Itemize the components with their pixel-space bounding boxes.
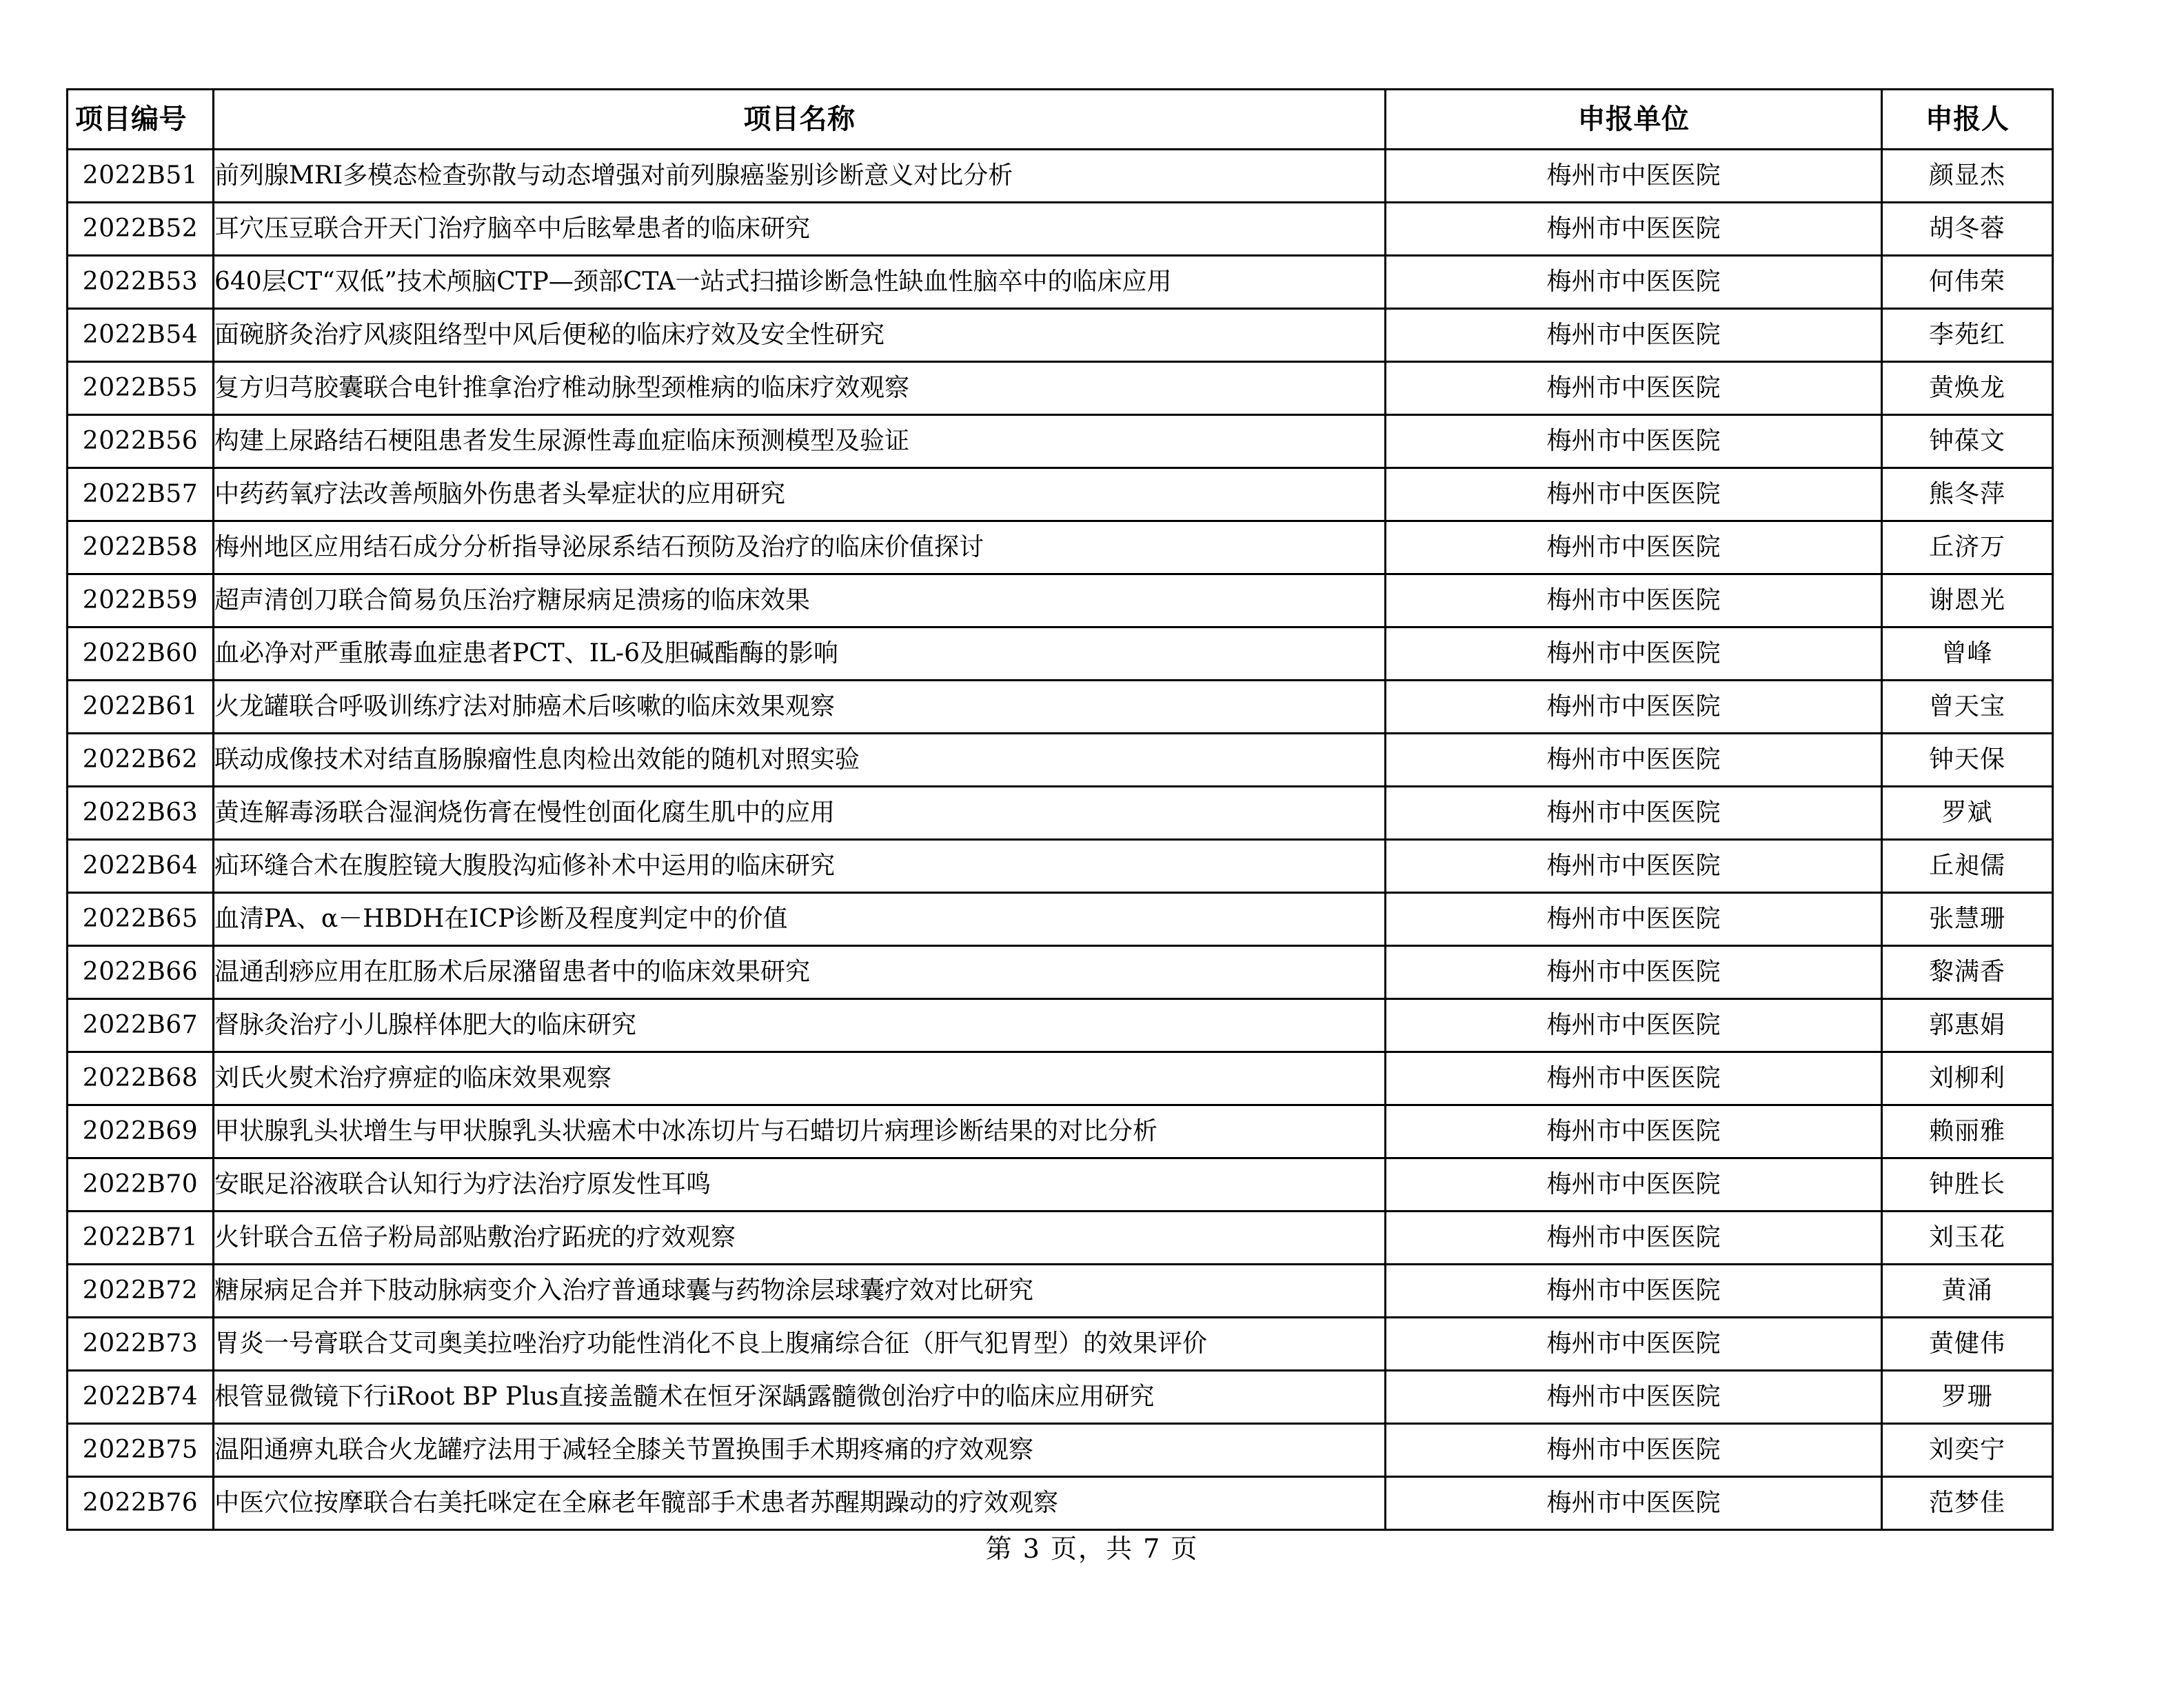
cell-project-id: 2022B63 — [68, 787, 214, 840]
cell-applicant-unit: 梅州市中医医院 — [1386, 1424, 1882, 1477]
cell-project-id: 2022B57 — [68, 468, 214, 521]
table-row — [68, 203, 2053, 256]
table-row — [68, 150, 2053, 203]
cell-project-name: 血必净对严重脓毒血症患者PCT、IL-6及胆碱酯酶的影响 — [214, 627, 1386, 681]
table-row — [68, 521, 2053, 574]
cell-applicant-person: 黎满香 — [1882, 946, 2053, 999]
cell-applicant-person: 刘玉花 — [1882, 1212, 2053, 1265]
cell-project-name: 前列腺MRI多模态检查弥散与动态增强对前列腺癌鉴别诊断意义对比分析 — [214, 150, 1386, 203]
cell-project-name: 督脉灸治疗小儿腺样体肥大的临床研究 — [214, 999, 1386, 1052]
cell-applicant-person: 郭惠娟 — [1882, 999, 2053, 1052]
cell-applicant-person: 胡冬蓉 — [1882, 203, 2053, 256]
cell-applicant-person: 赖丽雅 — [1882, 1105, 2053, 1158]
column-header-project-name: 项目名称 — [214, 90, 1386, 150]
cell-applicant-unit: 梅州市中医医院 — [1386, 256, 1882, 309]
cell-applicant-unit: 梅州市中医医院 — [1386, 681, 1882, 734]
cell-applicant-unit: 梅州市中医医院 — [1386, 1212, 1882, 1265]
cell-project-id: 2022B60 — [68, 627, 214, 681]
cell-applicant-person: 丘济万 — [1882, 521, 2053, 574]
cell-project-id: 2022B56 — [68, 415, 214, 468]
cell-applicant-person: 钟葆文 — [1882, 415, 2053, 468]
cell-project-name: 温通刮痧应用在肛肠术后尿潴留患者中的临床效果研究 — [214, 946, 1386, 999]
table-row — [68, 840, 2053, 893]
cell-project-name: 刘氏火熨术治疗痹症的临床效果观察 — [214, 1052, 1386, 1105]
cell-applicant-person: 丘昶儒 — [1882, 840, 2053, 893]
table-row — [68, 1424, 2053, 1477]
table-row — [68, 574, 2053, 627]
cell-project-name: 甲状腺乳头状增生与甲状腺乳头状癌术中冰冻切片与石蜡切片病理诊断结果的对比分析 — [214, 1105, 1386, 1158]
page-footer — [0, 1527, 2184, 1565]
cell-project-name: 中药药氧疗法改善颅脑外伤患者头晕症状的应用研究 — [214, 468, 1386, 521]
cell-applicant-person: 李苑红 — [1882, 309, 2053, 362]
table-row — [68, 1477, 2053, 1530]
cell-project-name: 血清PA、α－HBDH在ICP诊断及程度判定中的价值 — [214, 893, 1386, 946]
column-header-applicant-person: 申报人 — [1882, 90, 2053, 150]
table-row — [68, 1212, 2053, 1265]
cell-applicant-unit: 梅州市中医医院 — [1386, 787, 1882, 840]
table-row — [68, 946, 2053, 999]
cell-applicant-person: 谢恩光 — [1882, 574, 2053, 627]
cell-applicant-unit: 梅州市中医医院 — [1386, 468, 1882, 521]
cell-project-name: 640层CT“双低”技术颅脑CTP—颈部CTA一站式扫描诊断急性缺血性脑卒中的临床应用 — [214, 256, 1386, 309]
table-row — [68, 309, 2053, 362]
cell-project-name: 火针联合五倍子粉局部贴敷治疗跖疣的疗效观察 — [214, 1212, 1386, 1265]
cell-project-name: 温阳通痹丸联合火龙罐疗法用于减轻全膝关节置换围手术期疼痛的疗效观察 — [214, 1424, 1386, 1477]
cell-project-id: 2022B58 — [68, 521, 214, 574]
cell-applicant-person: 范梦佳 — [1882, 1477, 2053, 1530]
table-row — [68, 734, 2053, 787]
cell-project-name: 糖尿病足合并下肢动脉病变介入治疗普通球囊与药物涂层球囊疗效对比研究 — [214, 1265, 1386, 1318]
cell-applicant-unit: 梅州市中医医院 — [1386, 521, 1882, 574]
cell-project-id: 2022B66 — [68, 946, 214, 999]
column-header-applicant-unit: 申报单位 — [1386, 90, 1882, 150]
cell-applicant-unit: 梅州市中医医院 — [1386, 1265, 1882, 1318]
cell-project-id: 2022B59 — [68, 574, 214, 627]
cell-applicant-unit: 梅州市中医医院 — [1386, 893, 1882, 946]
cell-applicant-unit: 梅州市中医医院 — [1386, 840, 1882, 893]
cell-applicant-unit: 梅州市中医医院 — [1386, 415, 1882, 468]
cell-project-name: 黄连解毒汤联合湿润烧伤膏在慢性创面化腐生肌中的应用 — [214, 787, 1386, 840]
table-row — [68, 681, 2053, 734]
cell-project-name: 疝环缝合术在腹腔镜大腹股沟疝修补术中运用的临床研究 — [214, 840, 1386, 893]
cell-applicant-unit: 梅州市中医医院 — [1386, 150, 1882, 203]
table-row — [68, 362, 2053, 415]
table-row — [68, 1105, 2053, 1158]
cell-project-id: 2022B55 — [68, 362, 214, 415]
cell-project-id: 2022B52 — [68, 203, 214, 256]
table-row — [68, 787, 2053, 840]
cell-applicant-unit: 梅州市中医医院 — [1386, 1052, 1882, 1105]
cell-applicant-unit: 梅州市中医医院 — [1386, 627, 1882, 681]
cell-applicant-unit: 梅州市中医医院 — [1386, 1158, 1882, 1212]
cell-applicant-unit: 梅州市中医医院 — [1386, 362, 1882, 415]
cell-project-id: 2022B72 — [68, 1265, 214, 1318]
cell-applicant-unit: 梅州市中医医院 — [1386, 946, 1882, 999]
cell-project-id: 2022B64 — [68, 840, 214, 893]
cell-project-id: 2022B75 — [68, 1424, 214, 1477]
cell-project-id: 2022B54 — [68, 309, 214, 362]
table-row — [68, 1318, 2053, 1371]
table-row — [68, 893, 2053, 946]
cell-project-name: 根管显微镜下行iRoot BP Plus直接盖髓术在恒牙深龋露髓微创治疗中的临床应用研究 — [214, 1371, 1386, 1424]
cell-project-name: 梅州地区应用结石成分分析指导泌尿系结石预防及治疗的临床价值探讨 — [214, 521, 1386, 574]
cell-applicant-person: 张慧珊 — [1882, 893, 2053, 946]
cell-project-id: 2022B76 — [68, 1477, 214, 1530]
cell-applicant-person: 曾峰 — [1882, 627, 2053, 681]
cell-project-name: 复方归芎胶囊联合电针推拿治疗椎动脉型颈椎病的临床疗效观察 — [214, 362, 1386, 415]
cell-applicant-person: 刘奕宁 — [1882, 1424, 2053, 1477]
cell-project-id: 2022B51 — [68, 150, 214, 203]
cell-project-id: 2022B70 — [68, 1158, 214, 1212]
cell-applicant-person: 熊冬萍 — [1882, 468, 2053, 521]
table-header — [68, 90, 2053, 150]
table-row — [68, 415, 2053, 468]
table-row — [68, 256, 2053, 309]
cell-project-name: 胃炎一号膏联合艾司奥美拉唑治疗功能性消化不良上腹痛综合征（肝气犯胃型）的效果评价 — [214, 1318, 1386, 1371]
table-row — [68, 999, 2053, 1052]
cell-project-id: 2022B65 — [68, 893, 214, 946]
cell-project-name: 中医穴位按摩联合右美托咪定在全麻老年髋部手术患者苏醒期躁动的疗效观察 — [214, 1477, 1386, 1530]
cell-applicant-person: 何伟荣 — [1882, 256, 2053, 309]
page-number-label: 第 3 页，共 7 页 — [985, 1534, 1199, 1564]
table-row — [68, 1158, 2053, 1212]
cell-applicant-person: 黄健伟 — [1882, 1318, 2053, 1371]
cell-applicant-person: 钟胜长 — [1882, 1158, 2053, 1212]
table-row — [68, 1265, 2053, 1318]
cell-applicant-unit: 梅州市中医医院 — [1386, 734, 1882, 787]
cell-applicant-person: 钟天保 — [1882, 734, 2053, 787]
cell-applicant-unit: 梅州市中医医院 — [1386, 1477, 1882, 1530]
cell-applicant-unit: 梅州市中医医院 — [1386, 309, 1882, 362]
cell-applicant-person: 曾天宝 — [1882, 681, 2053, 734]
cell-project-id: 2022B71 — [68, 1212, 214, 1265]
table-row — [68, 1052, 2053, 1105]
cell-project-name: 面碗脐灸治疗风痰阻络型中风后便秘的临床疗效及安全性研究 — [214, 309, 1386, 362]
table-row — [68, 627, 2053, 681]
table-body — [68, 150, 2053, 1530]
cell-applicant-unit: 梅州市中医医院 — [1386, 1371, 1882, 1424]
cell-applicant-person: 刘柳利 — [1882, 1052, 2053, 1105]
cell-project-name: 安眠足浴液联合认知行为疗法治疗原发性耳鸣 — [214, 1158, 1386, 1212]
column-header-project-id: 项目编号 — [68, 90, 214, 150]
project-list-table — [66, 88, 2054, 1531]
cell-project-name: 构建上尿路结石梗阻患者发生尿源性毒血症临床预测模型及验证 — [214, 415, 1386, 468]
cell-applicant-unit: 梅州市中医医院 — [1386, 1105, 1882, 1158]
cell-project-id: 2022B62 — [68, 734, 214, 787]
cell-project-id: 2022B67 — [68, 999, 214, 1052]
cell-project-id: 2022B74 — [68, 1371, 214, 1424]
cell-project-id: 2022B61 — [68, 681, 214, 734]
cell-project-id: 2022B68 — [68, 1052, 214, 1105]
cell-applicant-unit: 梅州市中医医院 — [1386, 999, 1882, 1052]
cell-applicant-person: 黄涌 — [1882, 1265, 2053, 1318]
cell-applicant-person: 颜显杰 — [1882, 150, 2053, 203]
cell-project-id: 2022B53 — [68, 256, 214, 309]
cell-applicant-unit: 梅州市中医医院 — [1386, 203, 1882, 256]
cell-applicant-unit: 梅州市中医医院 — [1386, 1318, 1882, 1371]
cell-applicant-person: 罗珊 — [1882, 1371, 2053, 1424]
cell-project-name: 超声清创刀联合简易负压治疗糖尿病足溃疡的临床效果 — [214, 574, 1386, 627]
cell-applicant-unit: 梅州市中医医院 — [1386, 574, 1882, 627]
cell-applicant-person: 罗斌 — [1882, 787, 2053, 840]
cell-project-name: 联动成像技术对结直肠腺瘤性息肉检出效能的随机对照实验 — [214, 734, 1386, 787]
cell-project-id: 2022B73 — [68, 1318, 214, 1371]
table-header-row — [68, 90, 2053, 150]
cell-project-id: 2022B69 — [68, 1105, 214, 1158]
table-row — [68, 1371, 2053, 1424]
cell-project-name: 火龙罐联合呼吸训练疗法对肺癌术后咳嗽的临床效果观察 — [214, 681, 1386, 734]
table-row — [68, 468, 2053, 521]
cell-project-name: 耳穴压豆联合开天门治疗脑卒中后眩晕患者的临床研究 — [214, 203, 1386, 256]
cell-applicant-person: 黄焕龙 — [1882, 362, 2053, 415]
